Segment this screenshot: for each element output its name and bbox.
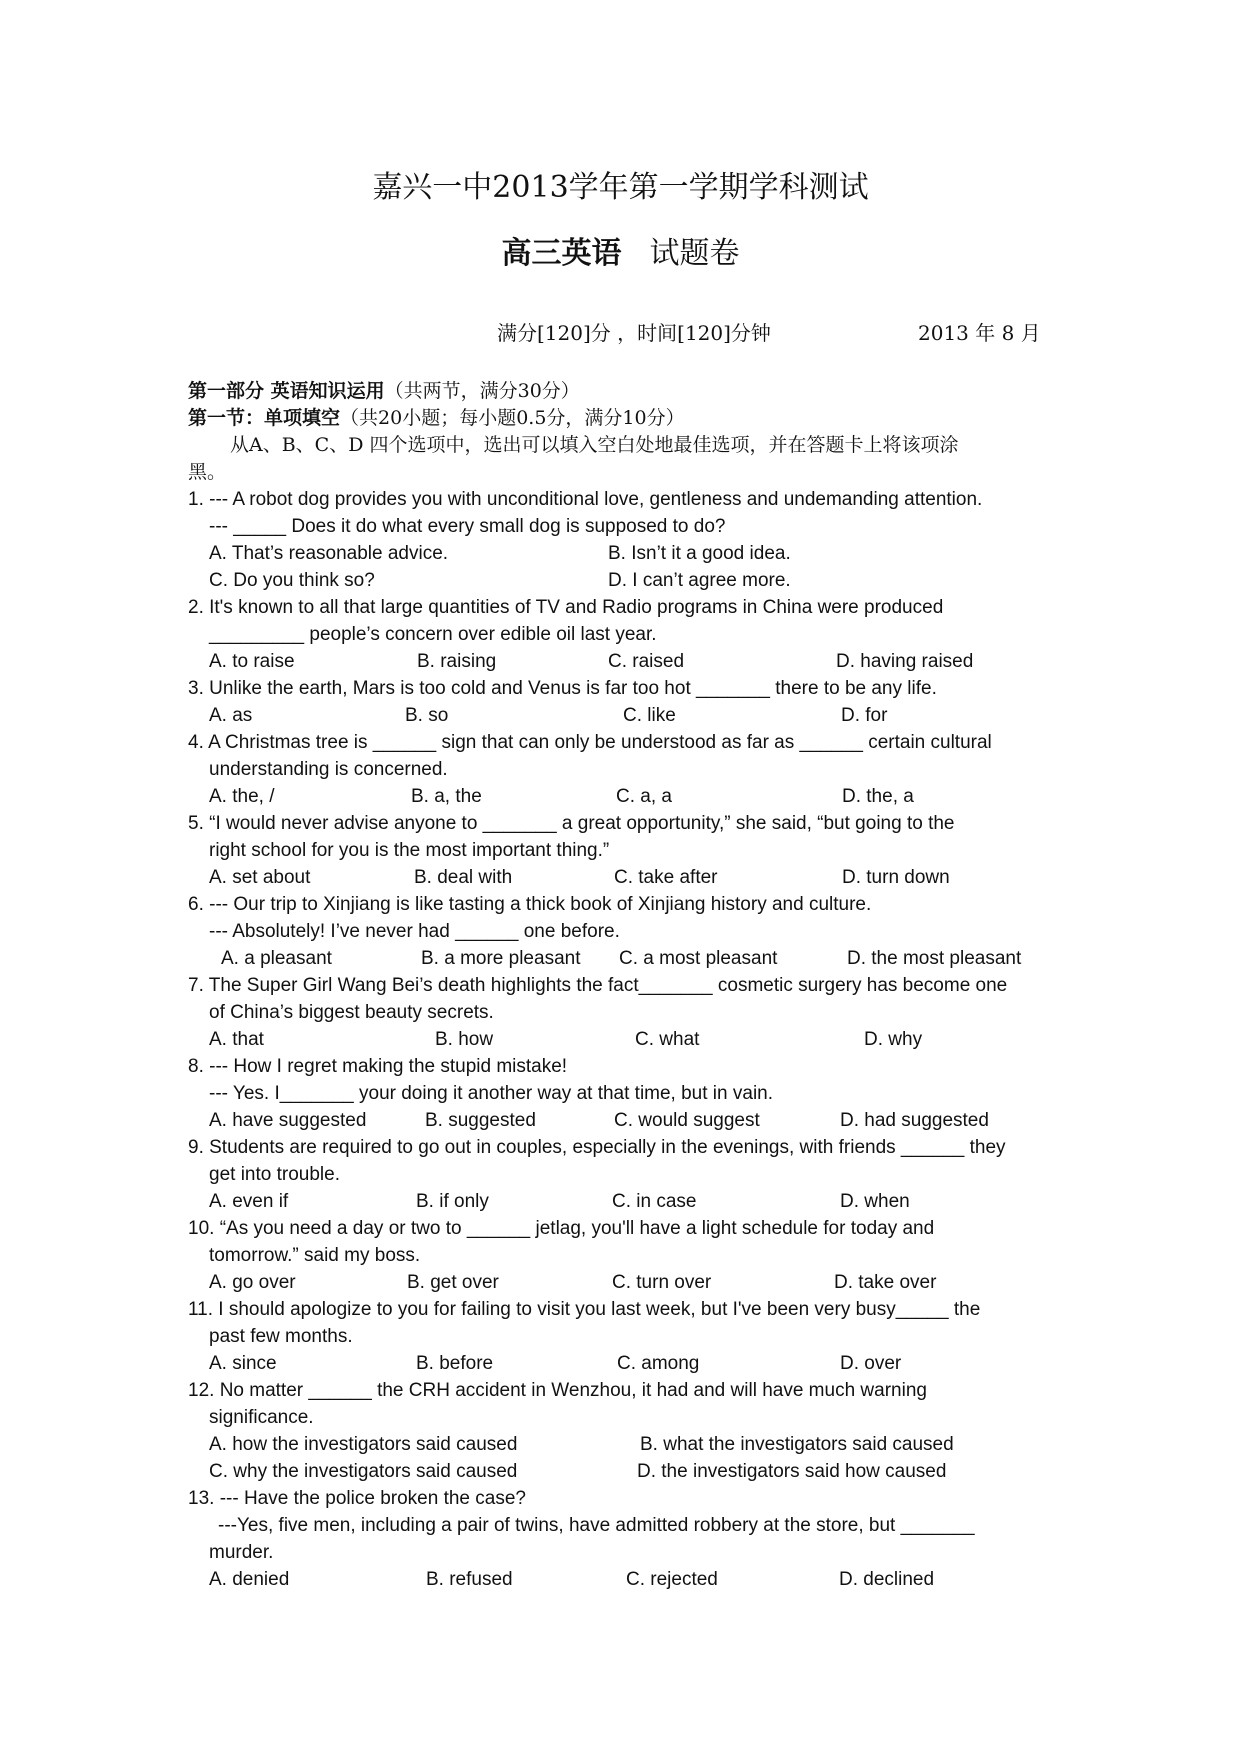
question-5 xyxy=(188,810,1058,891)
option-c: C. would suggest xyxy=(614,1110,760,1131)
question-2 xyxy=(188,594,1058,675)
question-8 xyxy=(188,1053,1058,1134)
question-text: understanding is concerned. xyxy=(209,759,448,780)
section-heading-rest: （共20小题；每小题0.5分，满分10分） xyxy=(340,407,685,429)
option-b: B. Isn’t it a good idea. xyxy=(608,543,791,564)
option-b: B. raising xyxy=(417,651,497,672)
option-c: C. among xyxy=(617,1353,700,1374)
question-text: 12. No matter ______ the CRH accident in Wenzhou, it had and will have much warning xyxy=(188,1380,927,1401)
option-b: B. what the investigators said caused xyxy=(640,1434,954,1455)
question-text: 6. --- Our trip to Xinjiang is like tasting a thick book of Xinjiang history and culture. xyxy=(188,894,872,915)
question-13 xyxy=(188,1485,1058,1593)
option-d: D. over xyxy=(840,1353,902,1374)
question-text: tomorrow.” said my boss. xyxy=(209,1245,421,1266)
options-row xyxy=(188,864,1058,891)
exam-subject-title xyxy=(0,228,1241,272)
option-d: D. why xyxy=(864,1029,923,1050)
options-row xyxy=(188,702,1058,729)
question-text: _________ people’s concern over edible oil last year. xyxy=(209,624,657,645)
option-a: A. even if xyxy=(209,1191,289,1212)
options-row xyxy=(188,1566,1058,1593)
option-c: C. raised xyxy=(608,651,685,672)
question-1 xyxy=(188,486,1058,594)
options-row xyxy=(188,540,1058,567)
option-d: D. the investigators said how caused xyxy=(637,1461,947,1482)
option-c: C. Do you think so? xyxy=(209,570,375,591)
section-heading xyxy=(188,405,1058,432)
option-b: B. how xyxy=(435,1029,494,1050)
options-row xyxy=(188,1458,1058,1485)
option-d: D. for xyxy=(841,705,888,726)
options-row xyxy=(188,1188,1058,1215)
options-row xyxy=(188,648,1058,675)
option-b: B. so xyxy=(405,705,449,726)
option-c: C. what xyxy=(635,1029,700,1050)
option-c: C. turn over xyxy=(612,1272,712,1293)
question-text: murder. xyxy=(209,1542,274,1563)
options-row xyxy=(188,1269,1058,1296)
option-d: D. I can’t agree more. xyxy=(608,570,791,591)
question-7 xyxy=(188,972,1058,1053)
question-text: of China’s biggest beauty secrets. xyxy=(209,1002,494,1023)
question-text: 7. The Super Girl Wang Bei’s death highlights the fact_______ cosmetic surgery has become one xyxy=(188,975,1008,996)
option-c: C. rejected xyxy=(626,1569,718,1590)
option-a: A. That’s reasonable advice. xyxy=(209,543,449,564)
options-row xyxy=(188,1431,1058,1458)
option-b: B. if only xyxy=(416,1191,489,1212)
option-a: A. have suggested xyxy=(209,1110,367,1131)
option-d: D. take over xyxy=(834,1272,937,1293)
option-c: C. in case xyxy=(612,1191,697,1212)
exam-school-title: 嘉兴一中2013学年第一学期学科测试 xyxy=(372,170,869,205)
option-d: D. declined xyxy=(839,1569,935,1590)
option-d: D. turn down xyxy=(842,867,950,888)
option-c: C. a most pleasant xyxy=(619,948,778,969)
question-text: 2. It's known to all that large quantities of TV and Radio programs in China were produced xyxy=(188,597,944,618)
question-4 xyxy=(188,729,1058,810)
option-b: B. get over xyxy=(407,1272,499,1293)
part-heading-bold: 第一部分 英语知识运用 xyxy=(188,380,385,402)
question-3 xyxy=(188,675,1058,729)
question-text: --- _____ Does it do what every small dog is supposed to do? xyxy=(209,516,726,537)
option-a: A. to raise xyxy=(209,651,295,672)
instruction-line-2: 黑。 xyxy=(188,461,227,483)
options-row xyxy=(188,945,1058,972)
question-text: past few months. xyxy=(209,1326,353,1347)
options-row xyxy=(188,783,1058,810)
option-c: C. why the investigators said caused xyxy=(209,1461,518,1482)
option-b: B. deal with xyxy=(414,867,513,888)
option-b: B. before xyxy=(416,1353,494,1374)
options-row xyxy=(188,1350,1058,1377)
option-d: D. had suggested xyxy=(840,1110,989,1131)
question-text: --- Absolutely! I’ve never had ______ one before. xyxy=(209,921,620,942)
question-text: ---Yes, five men, including a pair of twins, have admitted robbery at the store, but _______ xyxy=(218,1515,975,1536)
option-a: A. since xyxy=(209,1353,277,1374)
options-row xyxy=(188,1026,1058,1053)
option-c: C. a, a xyxy=(616,786,672,807)
subject-label: 高三英语 xyxy=(501,236,622,271)
instruction-line-1: 从A、B、C、D 四个选项中，选出可以填入空白处地最佳选项，并在答题卡上将该项涂 xyxy=(230,434,959,456)
question-11 xyxy=(188,1296,1058,1377)
question-text: 4. A Christmas tree is ______ sign that can only be understood as far as ______ certain cultural xyxy=(188,732,992,753)
question-text: 3. Unlike the earth, Mars is too cold and Venus is far too hot _______ there to be any life. xyxy=(188,678,937,699)
question-text: get into trouble. xyxy=(209,1164,340,1185)
option-d: D. the, a xyxy=(842,786,914,807)
paper-label: 试题卷 xyxy=(649,236,740,271)
question-12 xyxy=(188,1377,1058,1485)
option-b: B. a more pleasant xyxy=(421,948,581,969)
exam-content xyxy=(188,378,1058,1593)
option-a: A. set about xyxy=(209,867,311,888)
option-a: A. how the investigators said caused xyxy=(209,1434,518,1455)
option-d: D. having raised xyxy=(836,651,974,672)
section-heading-bold: 第一节：单项填空 xyxy=(188,407,341,429)
option-b: B. suggested xyxy=(425,1110,536,1131)
option-a: A. go over xyxy=(209,1272,296,1293)
question-text: 13. --- Have the police broken the case? xyxy=(188,1488,526,1509)
question-text: 11. I should apologize to you for failing to visit you last week, but I've been very busy_____ the xyxy=(188,1299,981,1320)
option-b: B. a, the xyxy=(411,786,482,807)
question-9 xyxy=(188,1134,1058,1215)
exam-date: 2013 年 8 月 xyxy=(918,321,1041,345)
option-c: C. take after xyxy=(614,867,718,888)
question-text: 5. “I would never advise anyone to _______ a great opportunity,” she said, “but going to the xyxy=(188,813,955,834)
option-a: A. denied xyxy=(209,1569,290,1590)
exam-score-time: 满分[120]分 ，时间[120]分钟 xyxy=(497,321,771,345)
question-6 xyxy=(188,891,1058,972)
option-a: A. that xyxy=(209,1029,264,1050)
question-text: 10. “As you need a day or two to ______ jetlag, you'll have a light schedule for today and xyxy=(188,1218,935,1239)
options-row xyxy=(188,1107,1058,1134)
options-row xyxy=(188,567,1058,594)
question-text: significance. xyxy=(209,1407,314,1428)
question-text: 8. --- How I regret making the stupid mistake! xyxy=(188,1056,568,1077)
option-a: A. the, / xyxy=(209,786,275,807)
question-10 xyxy=(188,1215,1058,1296)
option-c: C. like xyxy=(623,705,676,726)
option-d: D. when xyxy=(840,1191,910,1212)
option-d: D. the most pleasant xyxy=(847,948,1022,969)
question-text: 1. --- A robot dog provides you with unconditional love, gentleness and undemanding attention. xyxy=(188,489,983,510)
question-text: --- Yes. I_______ your doing it another way at that time, but in vain. xyxy=(209,1083,774,1104)
option-a: A. a pleasant xyxy=(221,948,332,969)
part-heading-rest: （共两节，满分30分） xyxy=(384,380,580,402)
option-b: B. refused xyxy=(426,1569,513,1590)
question-text: 9. Students are required to go out in couples, especially in the evenings, with friends ______ they xyxy=(188,1137,1006,1158)
question-text: right school for you is the most important thing.” xyxy=(209,840,610,861)
option-a: A. as xyxy=(209,705,253,726)
part-heading xyxy=(188,378,1058,405)
